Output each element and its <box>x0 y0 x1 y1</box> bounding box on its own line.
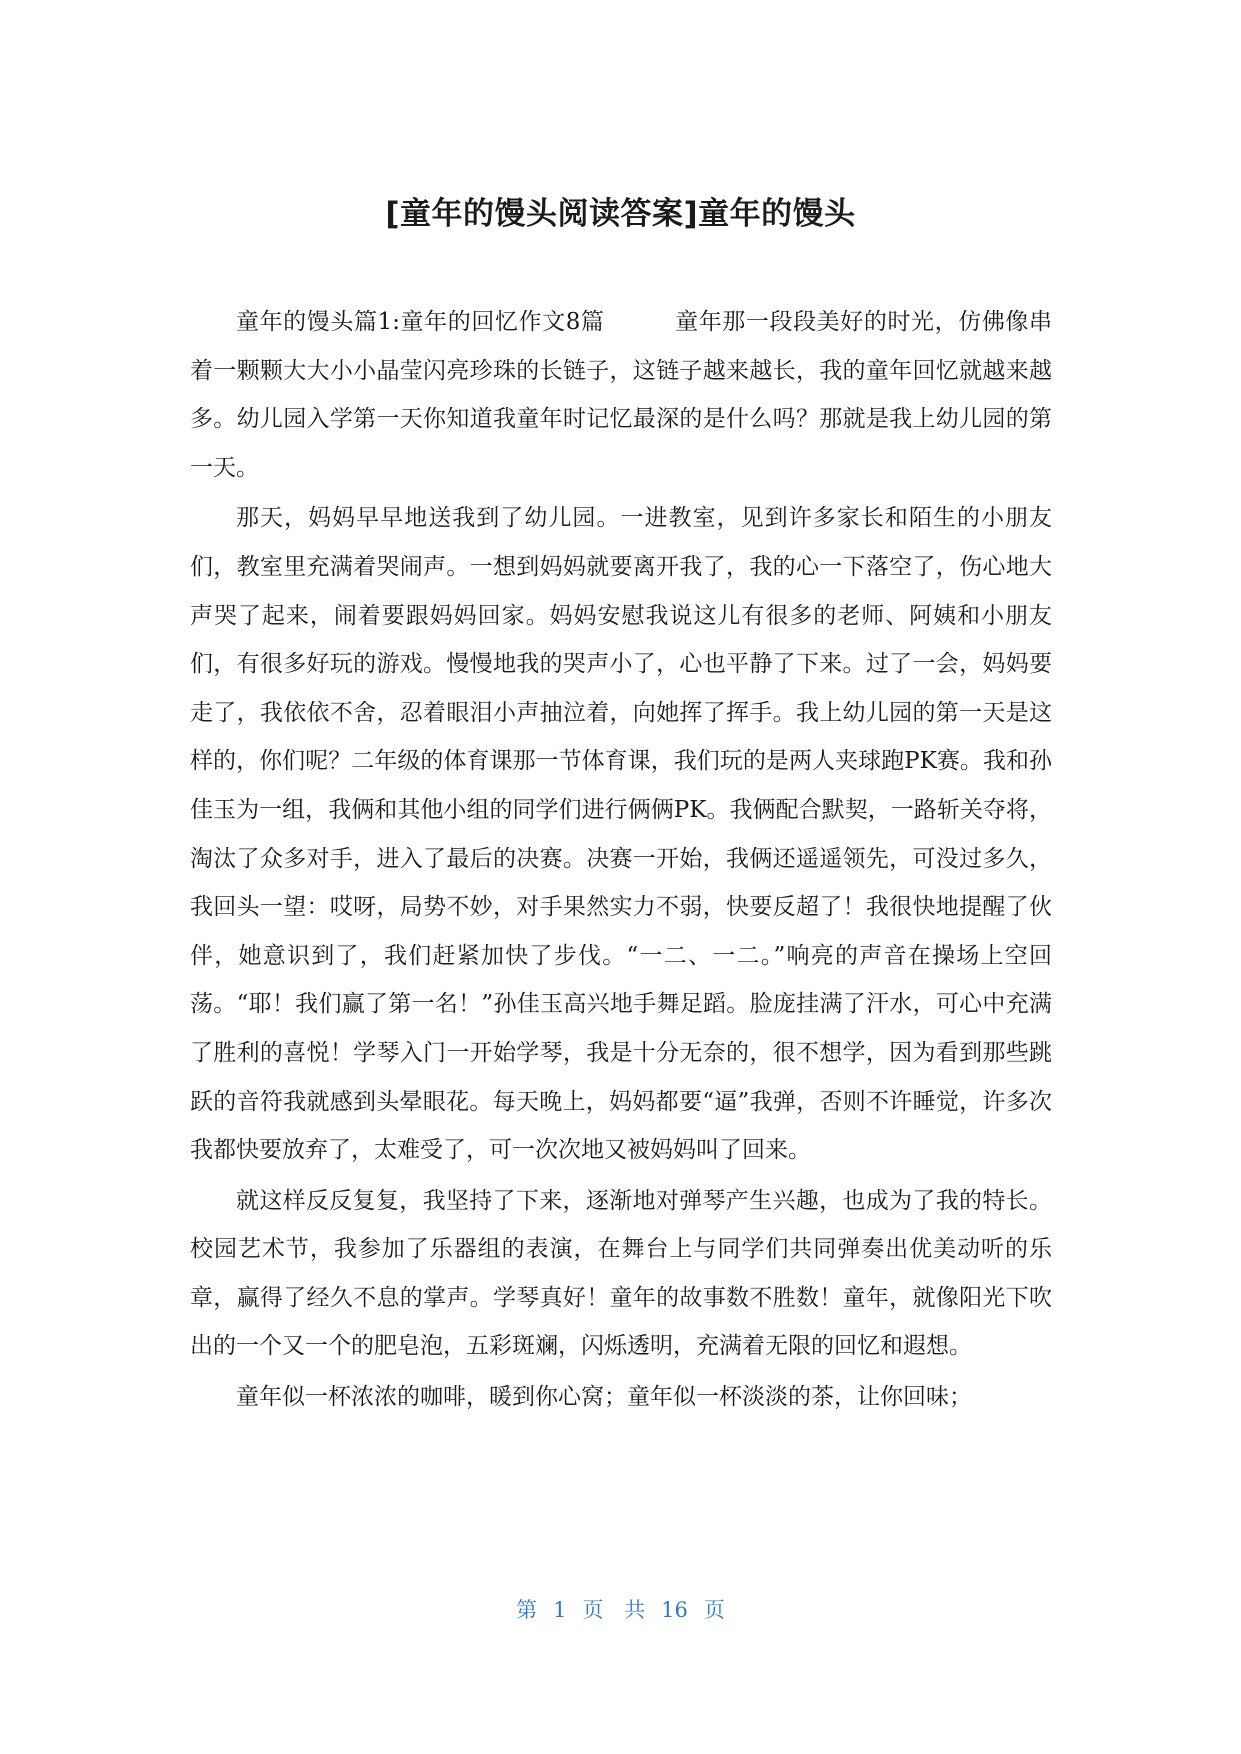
paragraph-1-lead: 童年的馒头篇1:童年的回忆作文8篇 <box>236 309 605 335</box>
paragraph-4: 童年似一杯浓浓的咖啡，暖到你心窝；童年似一杯淡淡的茶，让你回味； <box>236 1384 972 1411</box>
paragraph-3: 就这样反反复复，我坚持了下来，逐渐地对弹琴产生兴趣，也成为了我的特长。校园艺术节，我参加了乐器组的表演，在舞台上与同学们共同弹奏出优美动听的乐章，赢得了经久不息的掌声。学琴真好！童年的故事数不胜数！童年，就像阳光下吹出的一个又一个的肥皂泡，五彩斑斓，闪烁透明，充满着无限的回忆和遐想。 <box>190 1187 1052 1360</box>
footer-middle: 页 共 <box>582 1598 646 1622</box>
document-title: [童年的馒头阅读答案]童年的馒头 <box>385 196 856 232</box>
page-number-footer <box>0 1594 1241 1624</box>
paragraph-2: 那天，妈妈早早地送我到了幼儿园。一进教室，见到许多家长和陌生的小朋友们，教室里充满着哭闹声。一想到妈妈就要离开我了，我的心一下落空了，伤心地大声哭了起来，闹着要跟妈妈回家。妈妈安慰我说这儿有很多的老师、阿姨和小朋友们，有很多好玩的游戏。慢慢地我的哭声小了，心也平静了下来。过了一会，妈妈要走了，我依依不舍，忍着眼泪小声抽泣着，向她挥了挥手。我上幼儿园的第一天是这样的，你们呢？二年级的体育课那一节体育课，我们玩的是两人夹球跑PK赛。我和孙佳玉为一组，我俩和其他小组的同学们进行俩俩PK。我俩配合默契，一路斩关夺将，淘汰了众多对手，进入了最后的决赛。决赛一开始，我俩还遥遥领先，可没过多久，我回头一望：哎呀，局势不妙，对手果然实力不弱，快要反超了！我很快地提醒了伙伴，她意识到了，我们赶紧加快了步伐。“一二、一二。”响亮的声音在操场上空回荡。“耶！我们赢了第一名！”孙佳玉高兴地手舞足蹈。脸庞挂满了汗水，可心中充满了胜利的喜悦！学琴入门一开始学琴，我是十分无奈的，很不想学，因为看到那些跳跃的音符我就感到头晕眼花。每天晚上，妈妈都要“逼”我弹，否则不许睡觉，许多次我都快要放弃了，太难受了，可一次次地又被妈妈叫了回来。 <box>190 505 1052 1164</box>
document-body <box>190 298 1052 1422</box>
paragraph-1 <box>190 298 1052 492</box>
paragraph-1-text: 童年那一段段美好的时光，仿佛像串着一颗颗大大小小晶莹闪亮珍珠的长链子，这链子越来越长，我的童年回忆就越来越多。幼儿园入学第一天你知道我童年时记忆最深的是什么吗？那就是我上幼儿园的第一天。 <box>190 309 1053 481</box>
footer-total-pages: 16 <box>661 1598 688 1622</box>
footer-suffix: 页 <box>703 1598 725 1622</box>
footer-prefix: 第 <box>516 1598 538 1622</box>
footer-current-page: 1 <box>553 1598 567 1622</box>
